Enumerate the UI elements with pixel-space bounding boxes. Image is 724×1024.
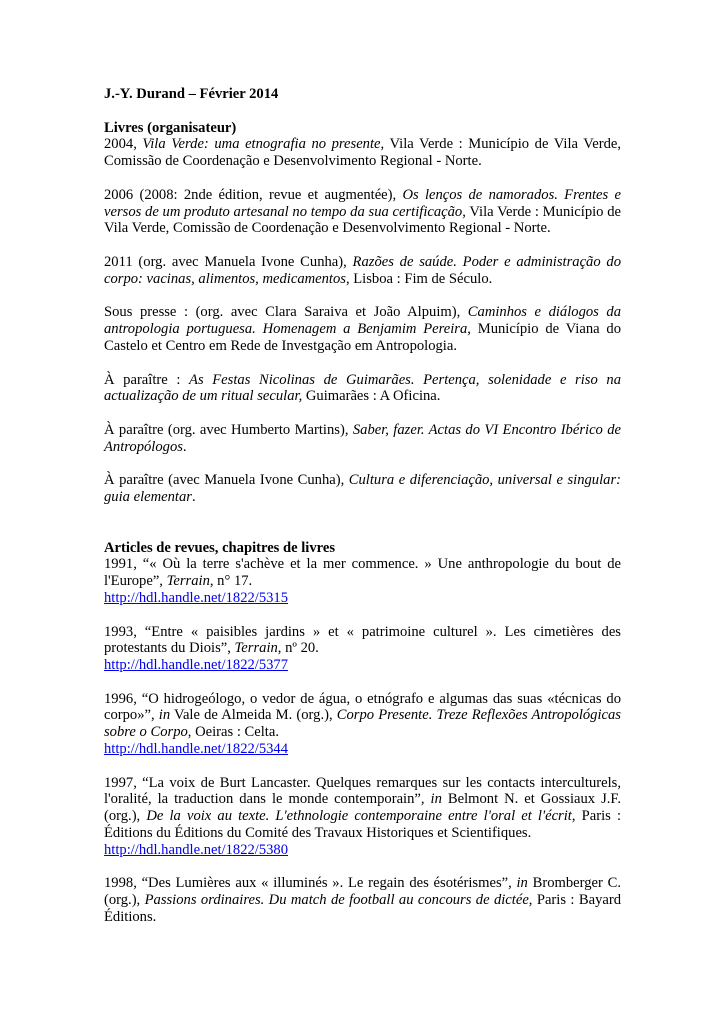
article-text: 1991, “« Où la terre s'achève et la mer commence. » Une anthropologie du bout de l'Europe”, bbox=[104, 556, 621, 590]
article-entry bbox=[104, 624, 621, 674]
article-italic: Terrain bbox=[234, 640, 278, 657]
book-entry bbox=[104, 472, 621, 506]
article-entry bbox=[104, 691, 621, 758]
book-title: Caminhos e diálogos da antropologia portuguesa. Homenagem a Benjamim Pereira bbox=[104, 304, 621, 338]
book-text: . bbox=[191, 489, 196, 506]
article-text: 1997, “La voix de Burt Lancaster. Quelques remarques sur les contacts interculturels, l'oralité, la traduction dans le monde contemporain”, bbox=[104, 774, 621, 808]
article-entry bbox=[104, 775, 621, 859]
book-title: As Festas Nicolinas de Guimarães. Pertença, solenidade e riso na actualização de um ritual secular, bbox=[104, 371, 621, 405]
article-text: , Paris : Bayard Éditions. bbox=[104, 892, 622, 926]
article-text: Bromberger C. (org.), bbox=[104, 875, 621, 909]
article-italic: De la voix au texte. L'ethnologie contemporaine entre l'oral et l'écrit bbox=[146, 808, 572, 825]
book-text: , Vila Verde : Município de Vila Verde, Comissão de Coordenação e Desenvolvimento Regional - Norte. bbox=[104, 203, 621, 237]
book-title: Razões de saúde. Poder e administração do corpo: vacinas, alimentos, medicamentos bbox=[104, 253, 621, 287]
book-text: 2011 (org. avec Manuela Ivone Cunha), bbox=[104, 253, 353, 270]
article-entry bbox=[104, 875, 621, 925]
books-heading: Livres (organisateur) bbox=[104, 119, 237, 136]
book-text: Guimarães : A Oficina. bbox=[302, 388, 441, 405]
article-link[interactable]: http://hdl.handle.net/1822/5380 bbox=[104, 841, 289, 858]
book-entry bbox=[104, 254, 621, 288]
article-italic: in bbox=[430, 791, 442, 808]
articles-heading: Articles de revues, chapitres de livres bbox=[104, 539, 336, 556]
book-text: , Município de Viana do Castelo et Centro em Rede de Investgação em Antropologia. bbox=[104, 321, 621, 354]
book-entry bbox=[104, 304, 621, 354]
article-link[interactable]: http://hdl.handle.net/1822/5377 bbox=[104, 657, 289, 674]
book-title: Vila Verde: uma etnografia no presente bbox=[142, 136, 381, 153]
document-body bbox=[104, 86, 621, 943]
book-text: . bbox=[182, 438, 187, 455]
article-italic: Corpo Presente. Treze Reflexões Antropológicas sobre o Corpo bbox=[104, 707, 621, 741]
book-text: À paraître (avec Manuela Ivone Cunha), bbox=[104, 472, 349, 489]
book-title: Cultura e diferenciação, universal e singular: guia elementar bbox=[104, 472, 621, 506]
article-text: 1993, “Entre « paisibles jardins » et « patrimoine culturel ». Les cimetières des protestants du Diois”, bbox=[104, 623, 621, 657]
book-text: À paraître : bbox=[104, 371, 190, 388]
article-text: , nº 20. bbox=[277, 640, 319, 657]
article-citation bbox=[104, 624, 621, 658]
book-entry bbox=[104, 187, 621, 237]
book-text: , Vila Verde : Município de Vila Verde, Comissão de Coordenação e Desenvolvimento Regional - Norte. bbox=[104, 136, 621, 170]
book-title: Saber, fazer. Actas do VI Encontro Ibérico de Antropólogos bbox=[104, 421, 621, 455]
article-text: Belmont N. et Gossiaux J.F. (org.), bbox=[104, 791, 621, 825]
article-text: , Paris : Éditions du Éditions du Comité des Travaux Historiques et Scientifiques. bbox=[104, 808, 622, 842]
book-title: Os lenços de namorados. Frentes e versos de um produto artesanal no tempo da sua certificação bbox=[104, 186, 621, 220]
document-title: J.-Y. Durand – Février 2014 bbox=[104, 86, 279, 102]
book-entry bbox=[104, 422, 621, 456]
article-citation bbox=[104, 691, 621, 741]
article-citation bbox=[104, 556, 621, 590]
article-citation bbox=[104, 875, 621, 925]
article-entry bbox=[104, 556, 621, 606]
article-text: , Oeiras : Celta. bbox=[187, 724, 279, 741]
book-text: À paraître (org. avec Humberto Martins), bbox=[104, 421, 353, 438]
article-italic: Terrain bbox=[166, 573, 210, 590]
book-text: Sous presse : (org. avec Clara Saraiva et João Alpuim), bbox=[104, 304, 468, 321]
book-entry bbox=[104, 136, 621, 170]
article-link[interactable]: http://hdl.handle.net/1822/5315 bbox=[104, 589, 289, 606]
article-italic: Passions ordinaires. Du match de football au concours de dictée bbox=[144, 892, 529, 909]
article-text: , n° 17. bbox=[209, 573, 253, 590]
article-link[interactable]: http://hdl.handle.net/1822/5344 bbox=[104, 741, 289, 758]
article-text: 1996, “O hidrogeólogo, o vedor de água, o etnógrafo e algumas das suas «técnicas do corpo»”, bbox=[104, 690, 621, 724]
book-text: 2006 (2008: 2nde édition, revue et augmentée), bbox=[104, 186, 403, 203]
book-text: , Lisboa : Fim de Século. bbox=[345, 270, 493, 287]
article-text: 1998, “Des Lumières aux « illuminés ». Le regain des ésotérismes”, bbox=[104, 875, 517, 892]
article-citation bbox=[104, 775, 621, 842]
book-text: 2004, bbox=[104, 136, 143, 153]
article-italic: in bbox=[516, 875, 528, 892]
book-entry bbox=[104, 372, 621, 406]
article-italic: in bbox=[158, 707, 171, 724]
article-text: Vale de Almeida M. (org.), bbox=[170, 707, 337, 724]
